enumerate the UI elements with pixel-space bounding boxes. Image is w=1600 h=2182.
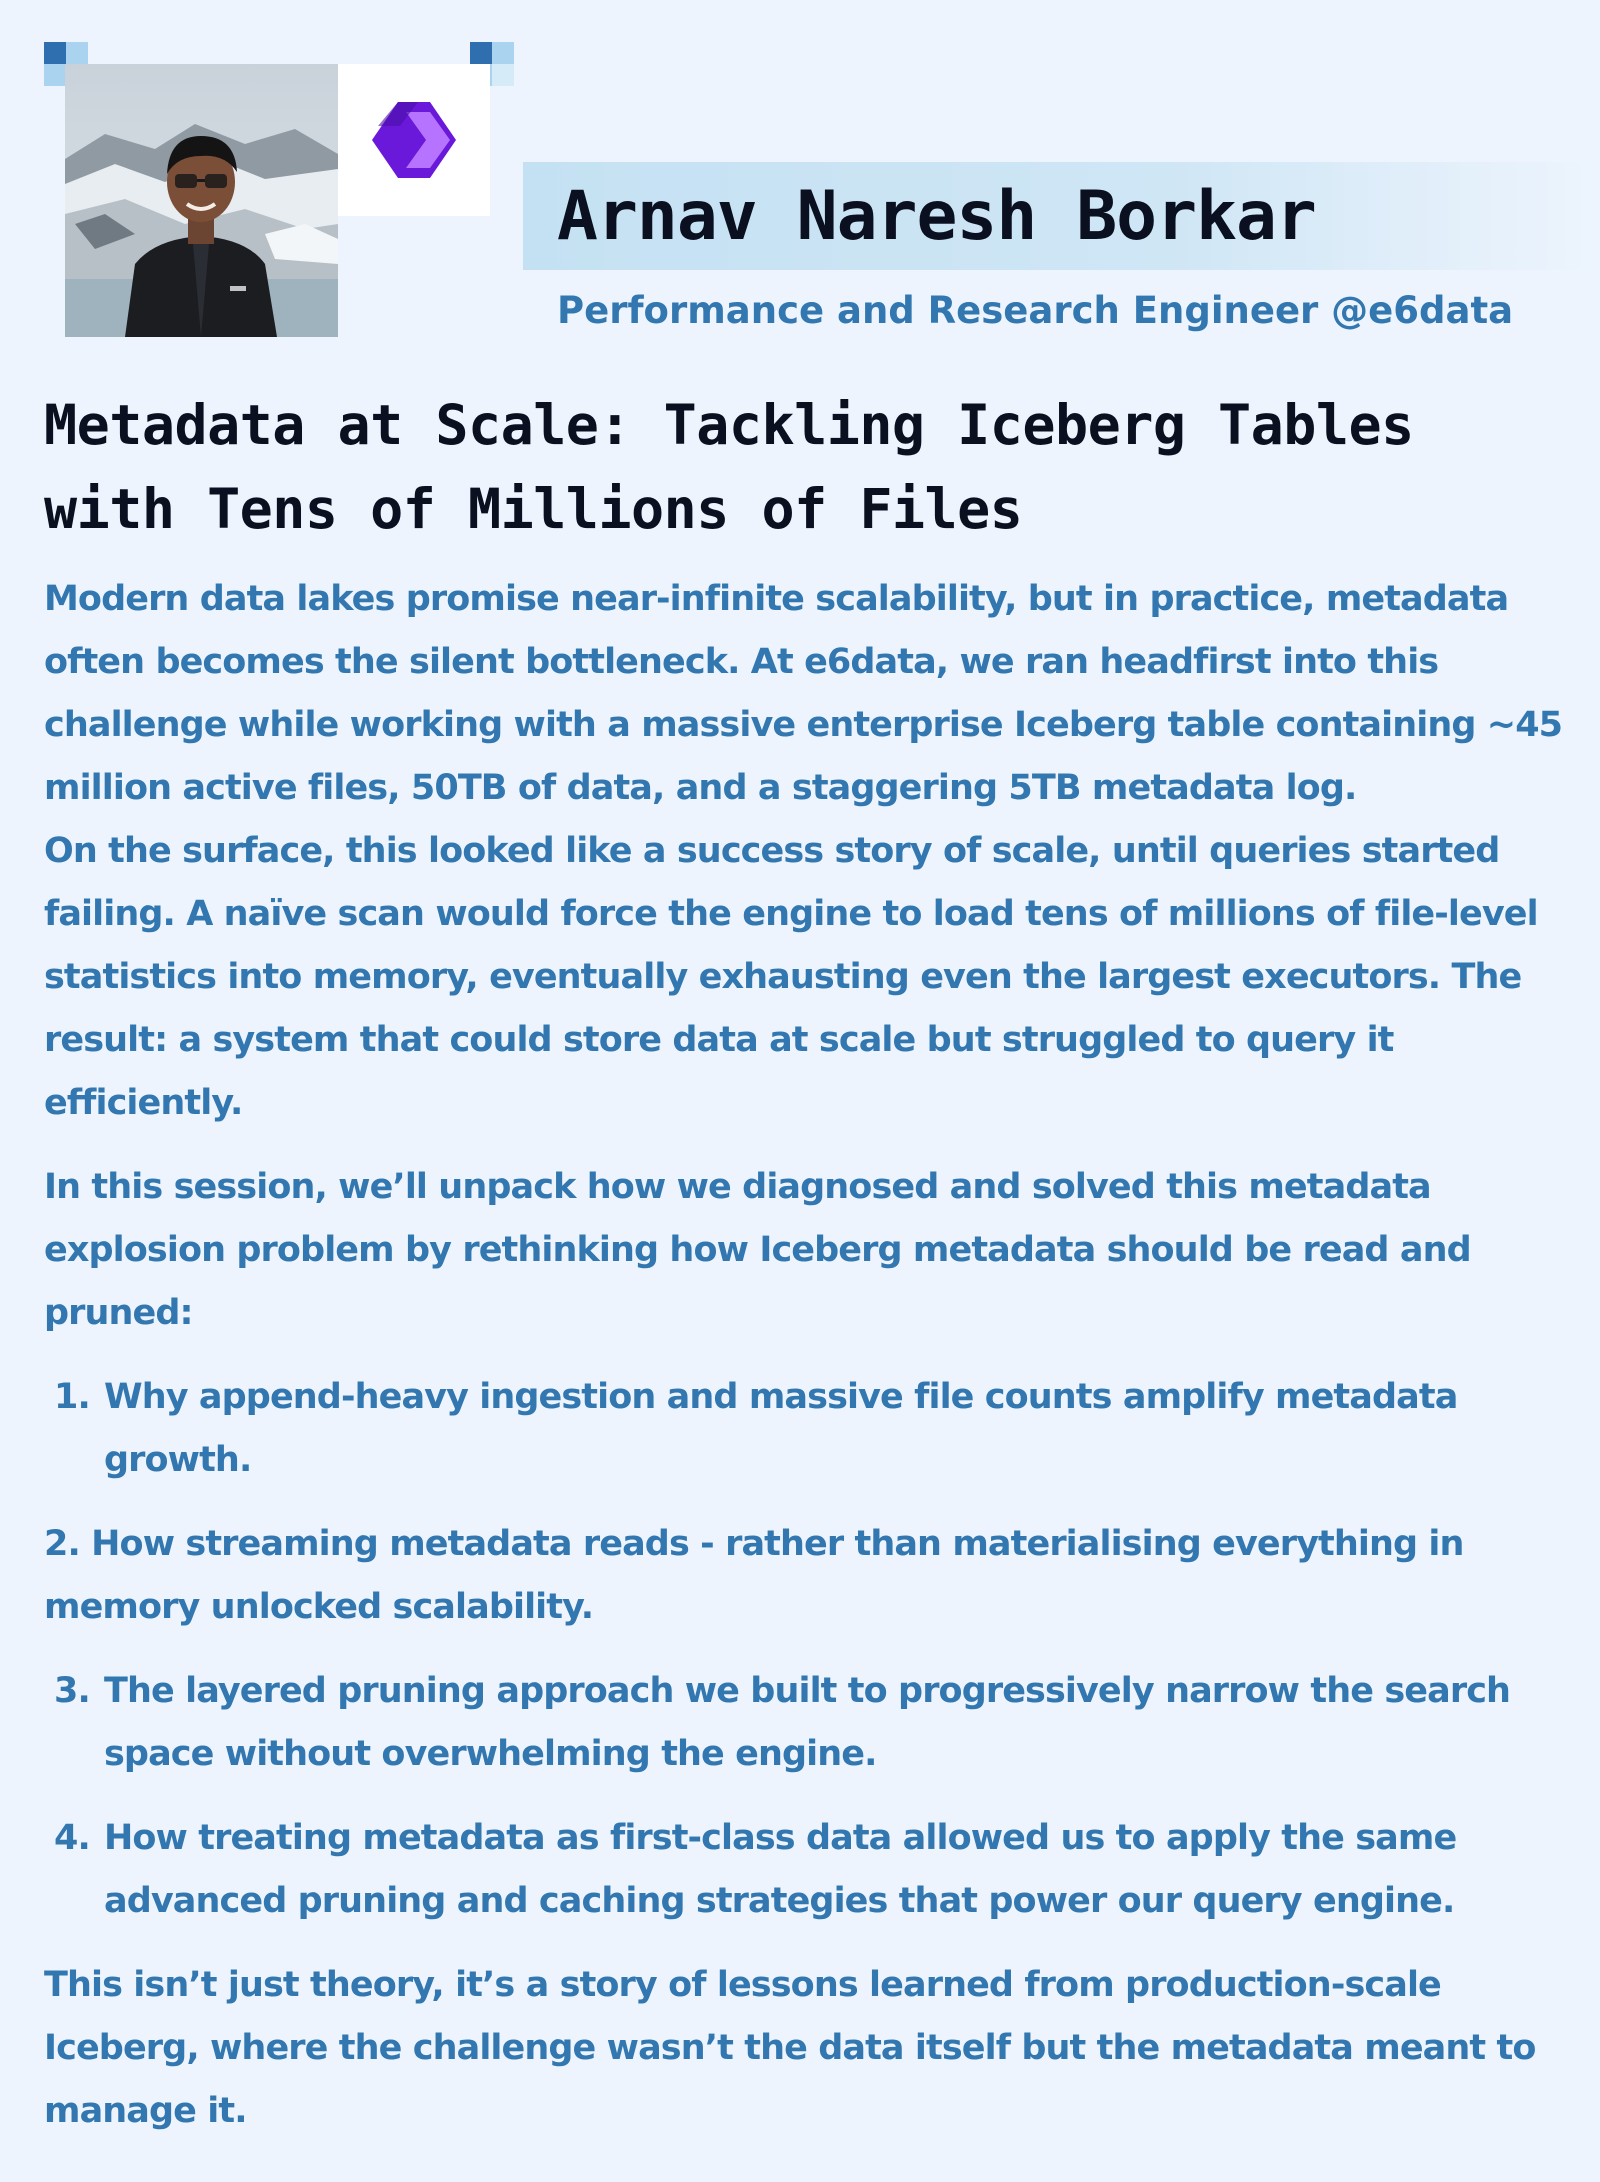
talk-title — [44, 383, 1584, 551]
talk-title-line-2: with Tens of Millions of Files — [44, 477, 1023, 541]
list-item — [44, 1660, 1566, 1786]
list-item-number: 2. — [44, 1524, 80, 1564]
speaker-name: Arnav Naresh Borkar — [557, 177, 1316, 256]
list-item-text: How treating metadata as first-class data allowed us to apply the same advanced pruning and caching strategies that power our query engine. — [104, 1818, 1457, 1921]
session-intro: In this session, we’ll unpack how we diagnosed and solved this metadata explosion problem by rethinking how Iceberg metadata should be read and pruned: — [44, 1167, 1471, 1333]
intro-paragraph-1: Modern data lakes promise near-infinite scalability, but in practice, metadata often becomes the silent bottleneck. At e6data, we ran headfirst into this challenge while working with a massive enterprise Iceberg table containing ~45 million active files, 50TB of data, and a staggering 5TB metadata log. — [44, 579, 1563, 808]
speaker-photo — [65, 64, 338, 337]
company-logo-box — [338, 64, 490, 216]
closing-paragraph: This isn’t just theory, it’s a story of lessons learned from production-scale Iceberg, where the challenge wasn’t the data itself but the metadata meant to manage it. — [44, 1965, 1536, 2131]
list-item — [44, 1513, 1566, 1639]
key-points-list-continued — [44, 1660, 1566, 1933]
speaker-role: Performance and Research Engineer @e6data — [557, 289, 1514, 332]
list-item-number: 1. — [54, 1377, 90, 1417]
list-item-text: How streaming metadata reads - rather than materialising everything in memory unlocked scalability. — [44, 1524, 1464, 1627]
list-item-number: 3. — [54, 1671, 90, 1711]
list-item-number: 4. — [54, 1818, 90, 1858]
key-points-list — [44, 1366, 1566, 1492]
list-item — [44, 1366, 1566, 1492]
list-item-text: Why append-heavy ingestion and massive file counts amplify metadata growth. — [104, 1377, 1458, 1480]
list-item-text: The layered pruning approach we built to progressively narrow the search space without overwhelming the engine. — [104, 1671, 1511, 1774]
talk-title-line-1: Metadata at Scale: Tackling Iceberg Tables — [44, 393, 1414, 457]
speaker-photo-illustration — [65, 64, 338, 337]
e6data-logo-icon — [338, 64, 490, 216]
talk-abstract — [44, 568, 1566, 2143]
list-item — [44, 1807, 1566, 1933]
intro-paragraph-2: On the surface, this looked like a success story of scale, until queries started failing. A naïve scan would force the engine to load tens of millions of file-level statistics into memory, eventually exhausting even the largest executors. The result: a system that could store data at scale but struggled to query it efficiently. — [44, 831, 1538, 1123]
